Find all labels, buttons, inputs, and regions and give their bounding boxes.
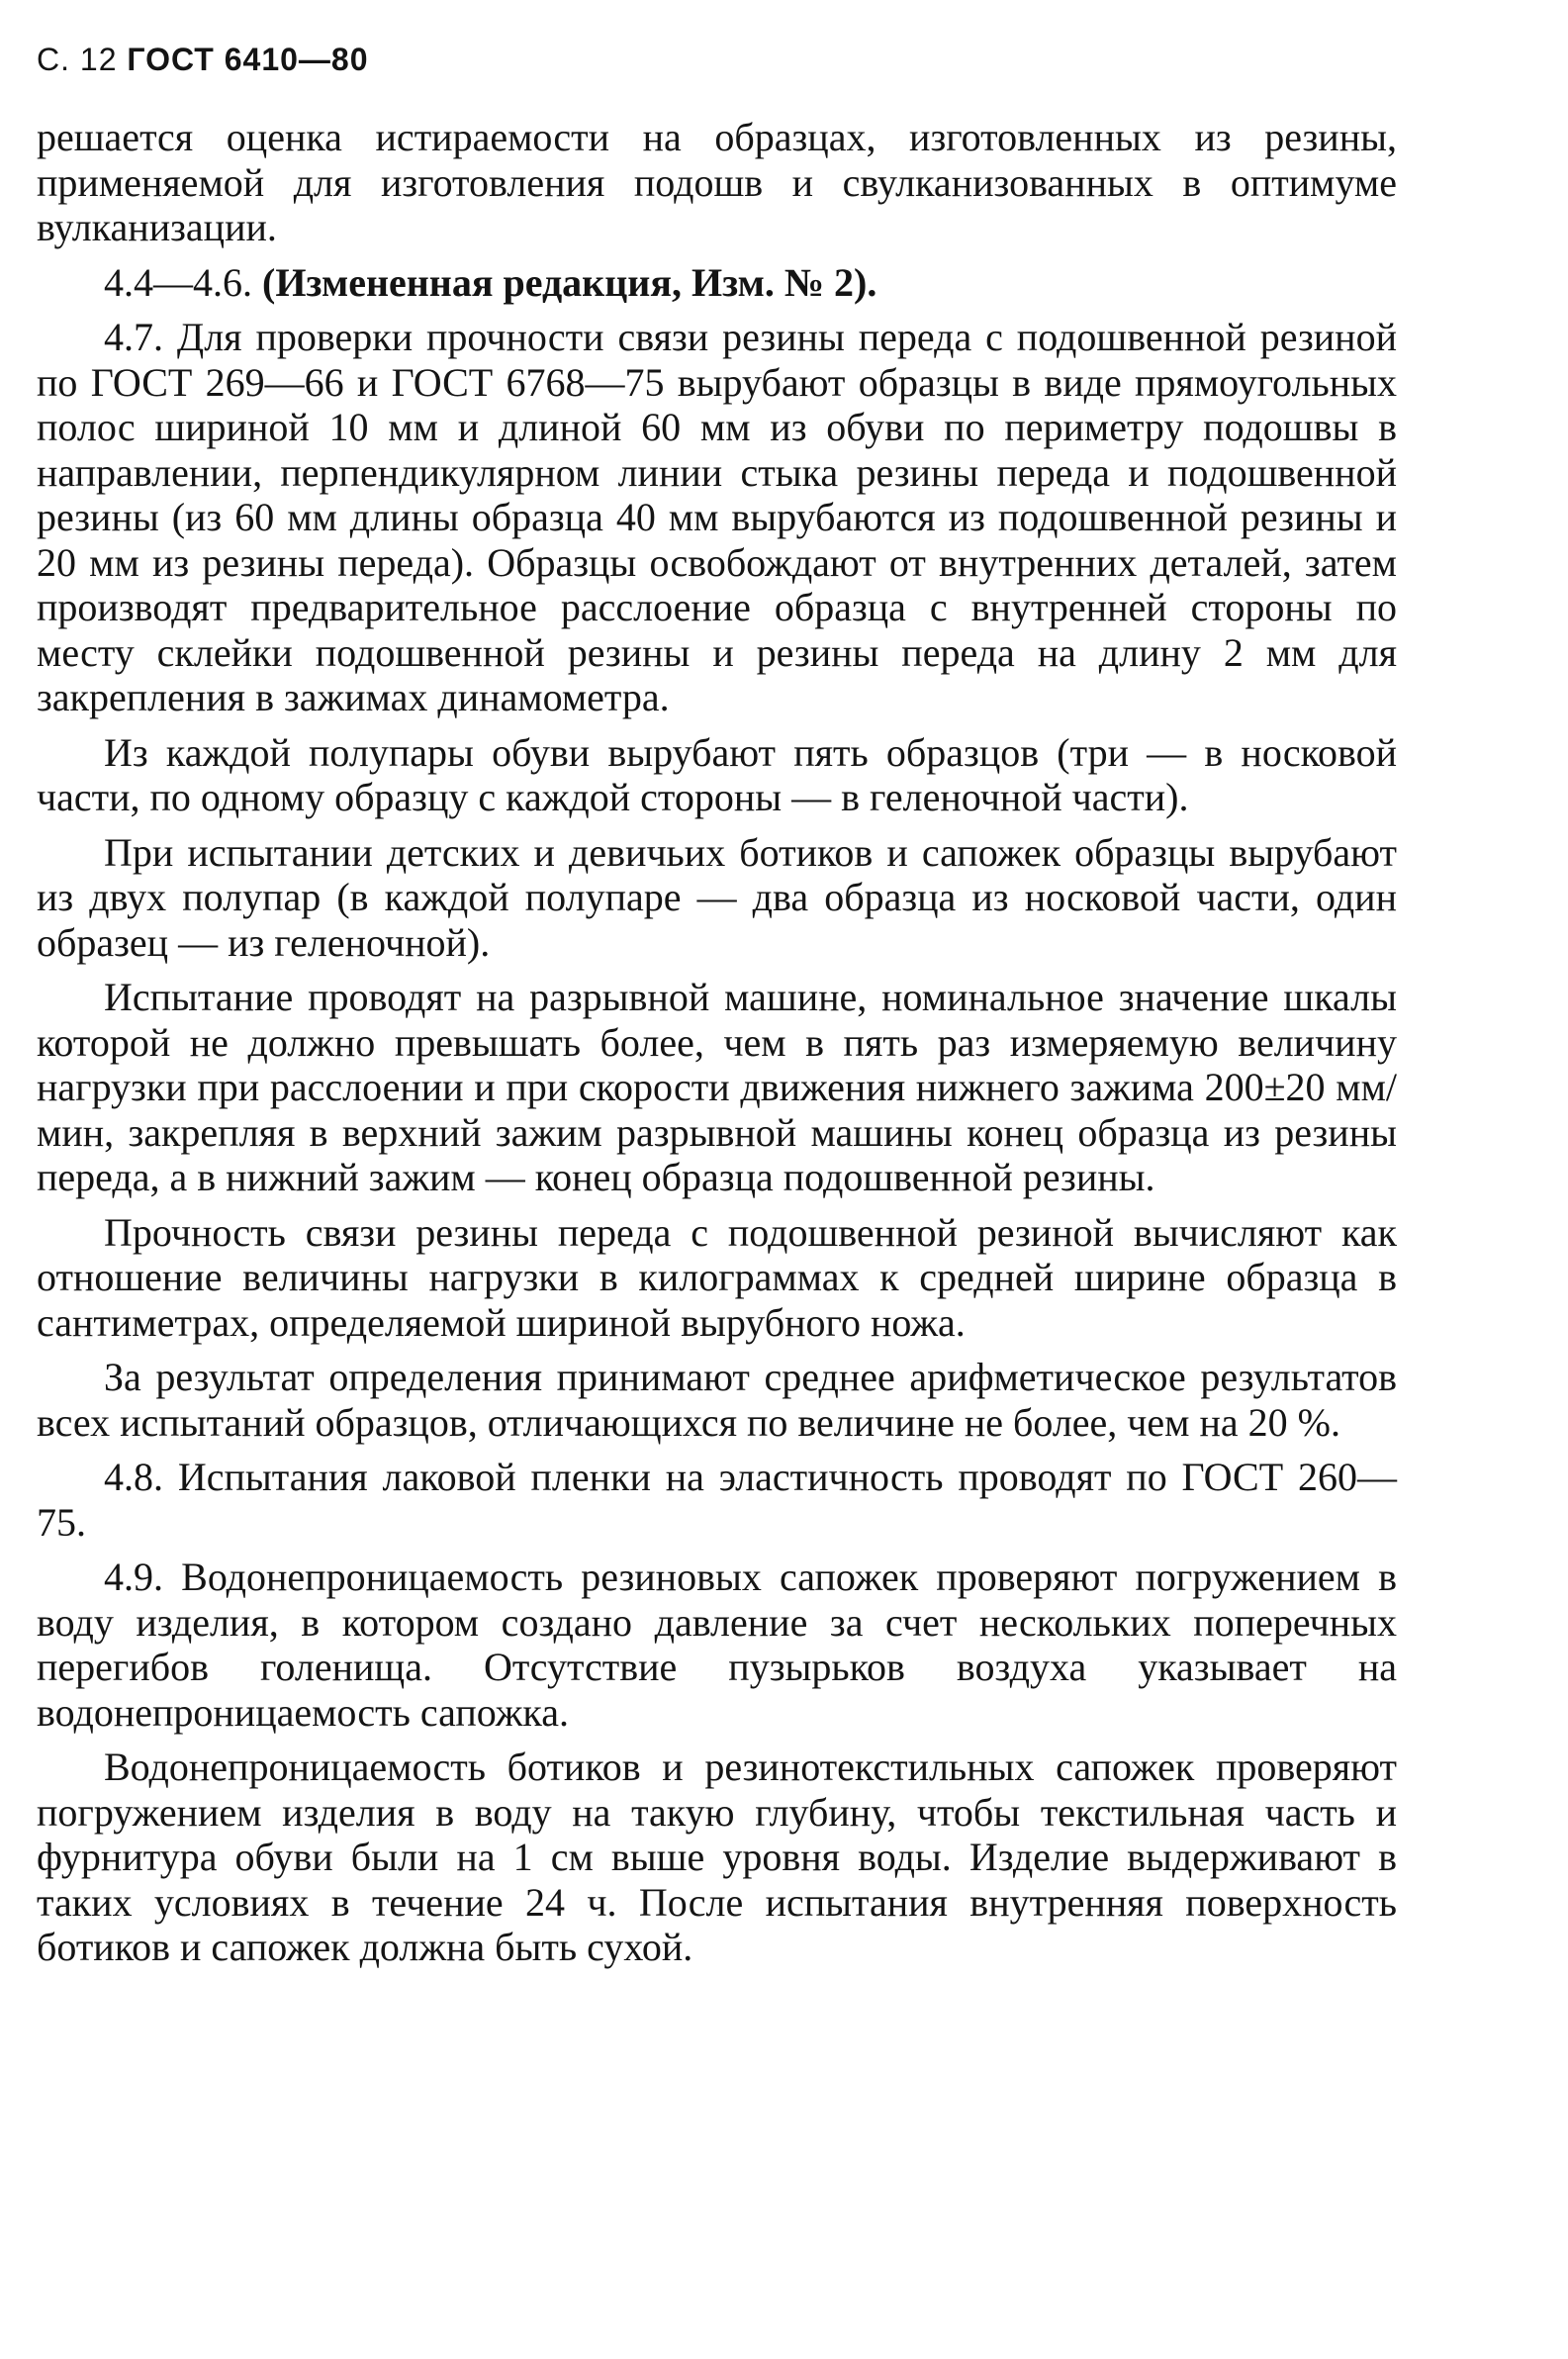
paragraph-4-8: 4.8. Испытания лаковой пленки на эластичность проводят по ГОСТ 260—75. — [37, 1455, 1397, 1545]
paragraph-sample-count: Из каждой полупары обуви вырубают пять образцов (три — в носковой части, по одному образцу с каждой стороны — в геленочной части). — [37, 729, 1397, 819]
amendment-text: (Измененная редакция, Изм. № 2). — [262, 259, 877, 305]
paragraph-4-9: 4.9. Водонепроницаемость резиновых сапожек проверяют погружением в воду изделия, в котором создано давление за счет нескольких поперечных перегибов голенища. Отсутствие пузырьков воздуха указывает на водонепроницаемость сапожка. — [37, 1555, 1397, 1735]
paragraph-amendment-note — [37, 260, 1397, 306]
paragraph-result: За результат определения принимают среднее арифметическое результатов всех испытаний образцов, отличающихся по величине не более, чем на 20 %. — [37, 1355, 1397, 1445]
paragraph-4-7: 4.7. Для проверки прочности связи резины переда с подошвенной резиной по ГОСТ 269—66 и ГОСТ 6768—75 вырубают образцы в виде прямоугольных полос шириной 10 мм и длиной 60 мм из обуви по периметру подошвы в направлении, перпендикулярном линии стыка резины переда и подошвенной резины (из 60 мм длины образца 40 мм вырубаются из подошвенной резины и 20 мм из резины переда). Образцы освобождают от внутренних деталей, затем производят предварительное расслоение образца с внутренней стороны по месту склейки подошвенной резины и резины переда на длину 2 мм для закрепления в зажимах динамометра. — [37, 315, 1397, 719]
paragraph-bond-strength: Прочность связи резины переда с подошвенной резиной вычисляют как отношение величины нагрузки в килограммах к средней ширине образца в сантиметрах, определяемой шириной вырубного ножа. — [37, 1209, 1397, 1345]
paragraph-children-boots: При испытании детских и девичьих ботиков и сапожек образцы вырубают из двух полупар (в каждой полупаре — два образца из носковой части, один образец — из геленочной). — [37, 829, 1397, 965]
document-page — [37, 40, 1397, 1980]
page-number: С. 12 — [37, 42, 118, 77]
paragraph-waterproof-boots: Водонепроницаемость ботиков и резинотекстильных сапожек проверяют погружением изделия в воду на такую глубину, чтобы текстильная часть и фурнитура обуви были на 1 см выше уровня воды. Изделие выдерживают в таких условиях в течение 24 ч. После испытания внутренняя поверхность ботиков и сапожек должна быть сухой. — [37, 1745, 1397, 1969]
paragraph-test-machine: Испытание проводят на разрывной машине, номинальное значение шкалы которой не должно превышать более, чем в пять раз измеряемую величину нагрузки при расслоении и при скорости движения нижнего зажима 200±20 мм/мин, закрепляя в верхний зажим разрывной машины конец образца из резины переда, а в нижний зажим — конец образца подошвенной резины. — [37, 975, 1397, 1199]
section-number: 4.4—4.6. — [104, 259, 252, 305]
paragraph-continuation: решается оценка истираемости на образцах, изготовленных из резины, применяемой для изготовления подошв и свулканизованных в оптимуме вулканизации. — [37, 115, 1397, 249]
page-header — [37, 40, 1397, 79]
document-code: ГОСТ 6410—80 — [127, 42, 369, 77]
